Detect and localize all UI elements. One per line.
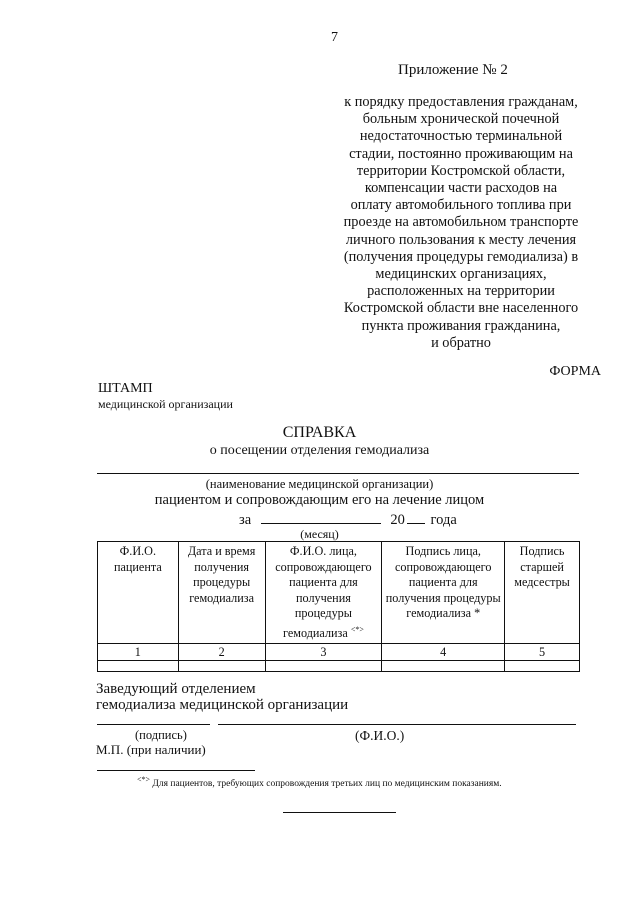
year-prefix: 20 <box>390 512 405 528</box>
column-number: 4 <box>382 644 505 661</box>
stamp-caption: медицинской организации <box>98 397 233 411</box>
appendix-line: компенсации части расходов на <box>364 180 558 197</box>
appendix-line: (получения процедуры гемодиализа) в <box>343 248 579 265</box>
footnote-ref: <*> <box>350 624 364 634</box>
table-header-row <box>98 542 580 644</box>
visits-table <box>97 541 580 672</box>
head-title-line1: Заведующий отделением <box>96 681 256 697</box>
month-blank <box>261 511 381 524</box>
column-number: 2 <box>178 644 265 661</box>
year-suffix: года <box>430 512 457 528</box>
footnote-ref: * <box>474 606 481 620</box>
patient-line: пациентом и сопровождающим его на лечение лицом <box>154 492 485 508</box>
table-cell <box>265 661 382 672</box>
appendix-line: пункта проживания гражданина, <box>361 317 561 334</box>
document-title: СПРАВКА <box>282 424 357 441</box>
appendix-line: медицинских организациях, <box>375 266 547 283</box>
column-number: 3 <box>265 644 382 661</box>
appendix-line: расположенных на территории <box>367 283 555 300</box>
form-label: ФОРМА <box>549 364 601 379</box>
appendix-line: Костромской области вне населенного <box>343 300 579 317</box>
org-name-caption: (наименование медицинской организации) <box>205 477 434 491</box>
appendix-line: больным хронической почечной <box>362 111 560 128</box>
table-number-row <box>98 644 580 661</box>
column-number: 1 <box>98 644 179 661</box>
end-line <box>283 812 396 813</box>
period-za: за <box>239 512 252 528</box>
appendix-description <box>318 94 604 352</box>
header-nurse-signature: Подпись старшей медсестры <box>505 542 580 644</box>
header-companion-name: Ф.И.О. лица, сопровождающего пациента для получения процедуры гемодиализа <*> <box>265 542 382 644</box>
appendix-line: территории Костромской области, <box>356 162 566 179</box>
table-cell <box>98 661 179 672</box>
appendix-line: и обратно <box>431 334 491 351</box>
appendix-line: недостаточностью терминальной <box>359 128 563 145</box>
head-title-line2: гемодиализа медицинской организации <box>96 697 349 713</box>
appendix-line: проезде на автомобильном транспорте <box>343 214 579 231</box>
appendix-line: оплату автомобильного топлива при <box>350 197 572 214</box>
document-subtitle: о посещении отделения гемодиализа <box>209 443 430 458</box>
header-procedure-date: Дата и время получения процедуры гемодиализа <box>178 542 265 644</box>
seal-label: М.П. (при наличии) <box>96 742 206 757</box>
year-blank <box>407 511 425 524</box>
header-patient-name: Ф.И.О. пациента <box>98 542 179 644</box>
appendix-line: личного пользования к месту лечения <box>345 231 577 248</box>
month-caption: (месяц) <box>300 527 339 541</box>
signature-line <box>97 724 210 725</box>
appendix-heading: Приложение № 2 <box>398 62 508 78</box>
fio-line <box>218 724 576 725</box>
table-cell <box>382 661 505 672</box>
table-cell <box>505 661 580 672</box>
org-name-line <box>97 473 579 474</box>
column-number: 5 <box>505 644 580 661</box>
fio-caption: (Ф.И.О.) <box>355 728 405 743</box>
signature-caption: (подпись) <box>135 728 187 742</box>
stamp-label: ШТАМП <box>98 381 153 396</box>
footnote <box>137 775 502 789</box>
appendix-line: стадии, постоянно проживающим на <box>349 145 573 162</box>
table-cell <box>178 661 265 672</box>
header-companion-signature: Подпись лица, сопровождающего пациента для получения процедуры гемодиализа * <box>382 542 505 644</box>
page-number: 7 <box>331 30 338 45</box>
table-row <box>98 661 580 672</box>
appendix-line: к порядку предоставления гражданам, <box>344 94 578 110</box>
footnote-mark: <*> <box>137 775 151 784</box>
footnote-separator <box>97 770 255 771</box>
footnote-text: Для пациентов, требующих сопровождения третьих лиц по медицинским показаниям. <box>152 779 502 790</box>
